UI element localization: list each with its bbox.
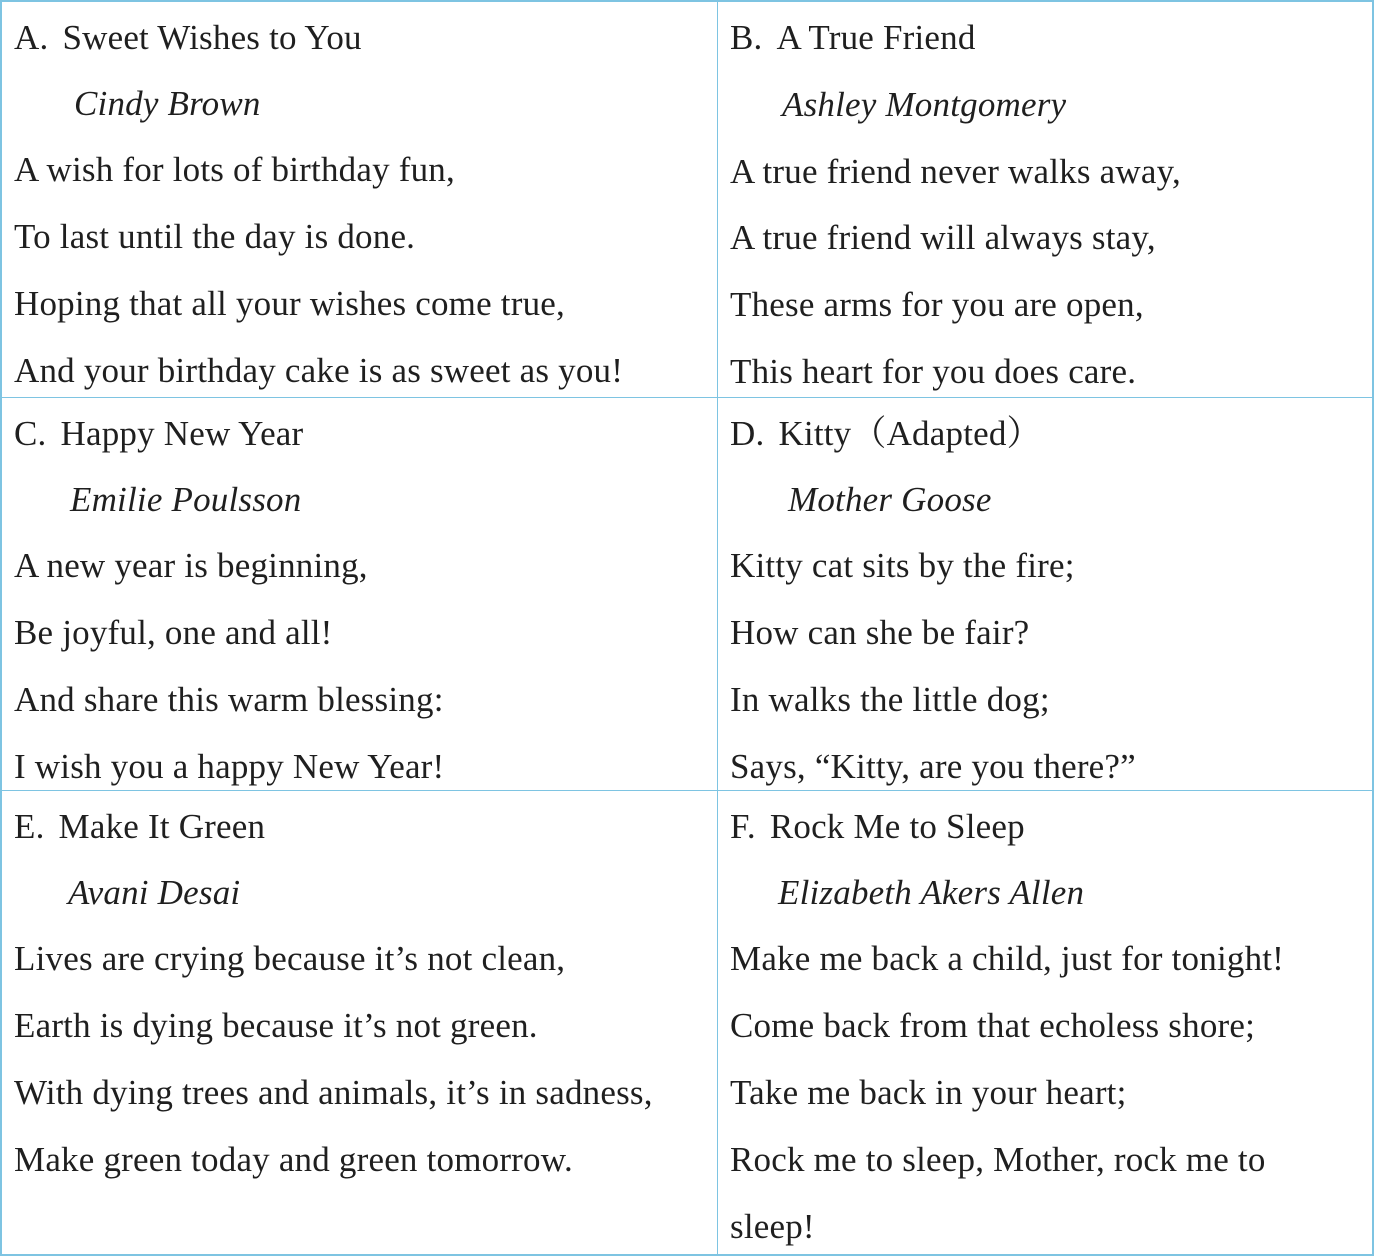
- poem-line: Take me back in your heart;: [730, 1073, 1127, 1112]
- poem-line: A true friend will always stay,: [730, 218, 1156, 257]
- poem-letter: D.: [730, 414, 765, 453]
- poem-author: Mother Goose: [788, 480, 992, 519]
- poem-title: [730, 20, 976, 55]
- poem-line: Earth is dying because it’s not green.: [14, 1006, 538, 1045]
- poem-cell-a: [2, 2, 718, 398]
- poem-line: This heart for you does care.: [730, 352, 1137, 391]
- poem-line: How can she be fair?: [730, 613, 1030, 652]
- poem-title: [14, 20, 362, 55]
- poem-title: [730, 416, 1042, 451]
- poem-letter: C.: [14, 414, 47, 453]
- poem-line: To last until the day is done.: [14, 217, 416, 256]
- poem-title-text: A True Friend: [776, 18, 976, 57]
- poem-title-text: Rock Me to Sleep: [769, 807, 1025, 846]
- poem-author: Elizabeth Akers Allen: [778, 873, 1085, 912]
- poem-title: [730, 809, 1025, 844]
- poem-title-text: Happy New Year: [60, 414, 304, 453]
- poem-line: Make me back a child, just for tonight!: [730, 939, 1285, 978]
- poem-cell-e: [2, 791, 718, 1254]
- poem-title: [14, 416, 303, 451]
- poem-author: Ashley Montgomery: [782, 85, 1067, 124]
- poem-line: Make green today and green tomorrow.: [14, 1140, 573, 1179]
- poem-line: A true friend never walks away,: [730, 152, 1181, 191]
- poem-line: In walks the little dog;: [730, 680, 1050, 719]
- poem-line: Lives are crying because it’s not clean,: [14, 939, 566, 978]
- poem-cell-d: [718, 398, 1372, 791]
- poem-line: A wish for lots of birthday fun,: [14, 150, 455, 189]
- poem-line: And your birthday cake is as sweet as you!: [14, 351, 624, 390]
- poem-line: With dying trees and animals, it’s in sadness,: [14, 1073, 653, 1112]
- poem-author: Cindy Brown: [74, 84, 261, 123]
- poem-line: I wish you a happy New Year!: [14, 747, 445, 786]
- poem-line: Rock me to sleep, Mother, rock me to: [730, 1140, 1266, 1179]
- poem-author: Emilie Poulsson: [70, 480, 302, 519]
- poem-letter: A.: [14, 18, 49, 57]
- poem-letter: B.: [730, 18, 763, 57]
- poem-title-text: Sweet Wishes to You: [62, 18, 362, 57]
- poem-letter: F.: [730, 807, 756, 846]
- poem-title-text: Make It Green: [58, 807, 266, 846]
- poem-title: [14, 809, 265, 844]
- poem-letter: E.: [14, 807, 45, 846]
- poem-title-text: Kitty（Adapted）: [778, 414, 1042, 453]
- poem-cell-f: [718, 791, 1372, 1254]
- poem-line: Says, “Kitty, are you there?”: [730, 747, 1136, 786]
- poem-line: Be joyful, one and all!: [14, 613, 333, 652]
- poem-line: These arms for you are open,: [730, 285, 1144, 324]
- poem-line: Hoping that all your wishes come true,: [14, 284, 565, 323]
- poem-line: Come back from that echoless shore;: [730, 1006, 1256, 1045]
- poem-author: Avani Desai: [68, 873, 241, 912]
- poem-cell-b: [718, 2, 1372, 398]
- poem-line: Kitty cat sits by the fire;: [730, 546, 1075, 585]
- poem-line: And share this warm blessing:: [14, 680, 444, 719]
- poem-line: A new year is beginning,: [14, 546, 368, 585]
- poem-line: sleep!: [730, 1207, 815, 1246]
- poem-cell-c: [2, 398, 718, 791]
